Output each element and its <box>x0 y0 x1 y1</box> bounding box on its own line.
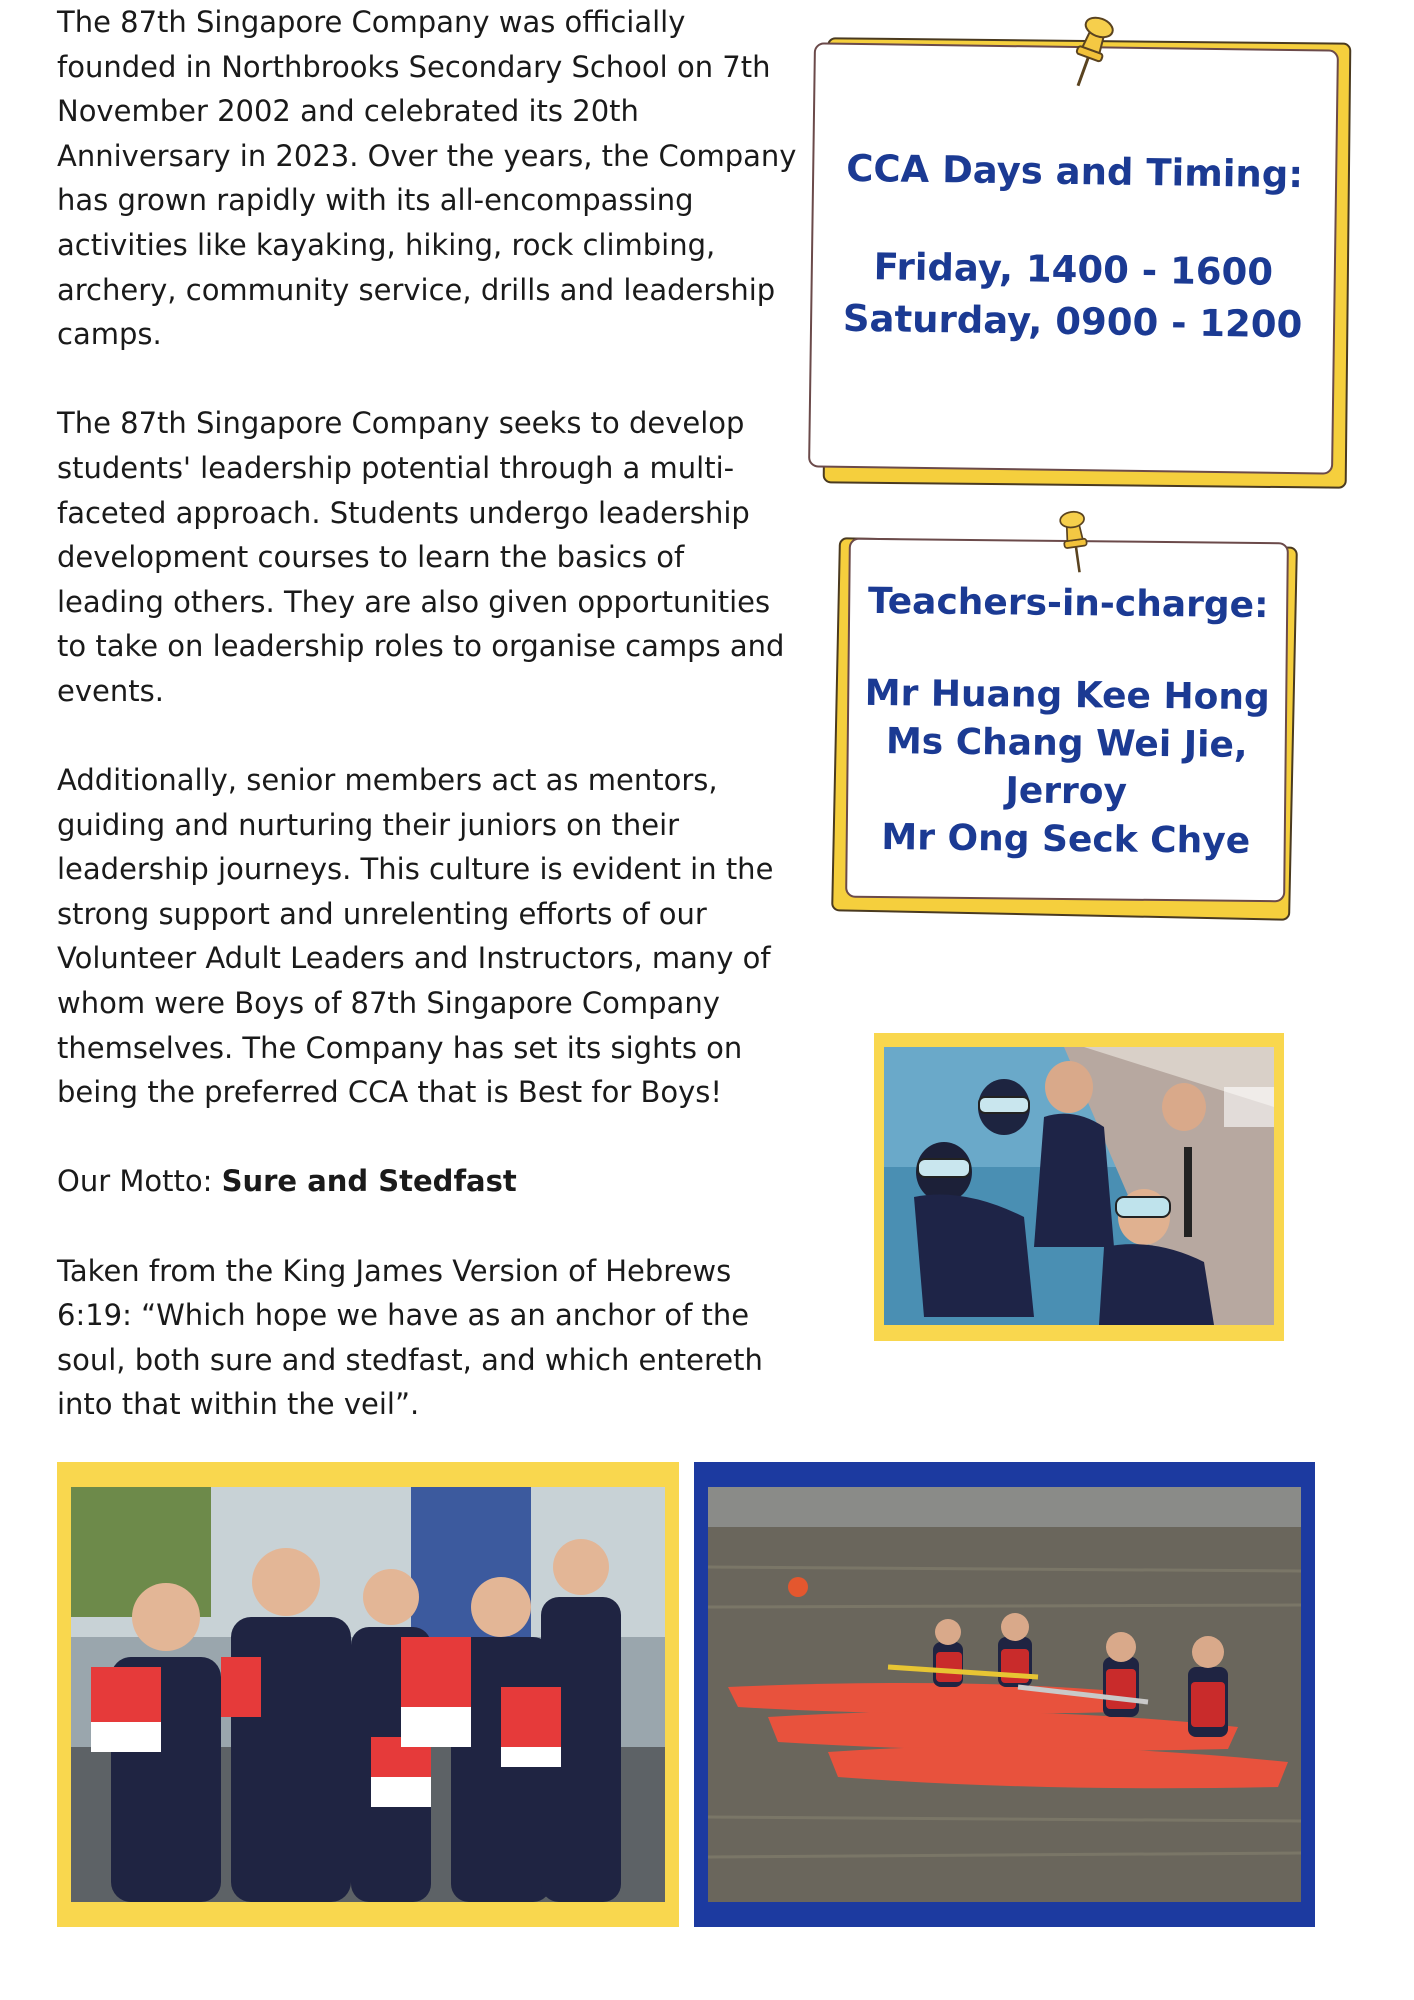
photo-kayaking <box>694 1462 1315 1927</box>
paragraph-leadership: The 87th Singapore Company seeks to develop students' leadership potential through a multi-faceted approach. Students undergo leadership development courses to learn the basics of leading others. They are also given opportunities to take on leadership roles to organise camps and events. <box>57 406 785 708</box>
photo-flag-day <box>57 1462 679 1927</box>
motto-label: Our Motto: <box>57 1164 222 1199</box>
pushpin-icon <box>1056 10 1126 90</box>
teachers-note <box>835 500 1305 920</box>
cca-note-line: Saturday, 0900 - 1200 <box>842 296 1303 347</box>
teacher-name: Mr Huang Kee Hong <box>864 672 1270 719</box>
pushpin-icon <box>1045 505 1105 575</box>
cca-timing-note <box>811 10 1351 490</box>
teacher-name: Mr Ong Seck Chye <box>881 817 1251 862</box>
teacher-name: Jerroy <box>1005 770 1128 813</box>
note-card <box>845 538 1289 903</box>
snorkelling-photo <box>884 1047 1274 1325</box>
motto <box>57 1159 797 1204</box>
paragraph-history: The 87th Singapore Company was officially founded in Northbrooks Secondary School on 7th November 2002 and celebrated its 20th Anniversary in 2023. Over the years, the Company has grown rapidly with its all-encompassing activities like kayaking, hiking, rock climbing, archery, community service, drills and leadership camps. <box>57 5 797 352</box>
paragraph-verse: Taken from the King James Version of Hebrews 6:19: “Which hope we have as an anchor of the soul, both sure and stedfast, and which entereth into that within the veil”. <box>57 1253 763 1422</box>
paragraph-mentors: Additionally, senior members act as mentors, guiding and nurturing their juniors on their leadership journeys. This culture is evident in the strong support and unrelenting efforts of our Volunteer Adult Leaders and Instructors, many of whom were Boys of 87th Singapore Company themselves. The Company has set its sights on being the preferred CCA that is Best for Boys! <box>57 763 774 1110</box>
teachers-note-heading: Teachers-in-charge: <box>867 580 1269 627</box>
note-card <box>808 42 1339 474</box>
body-text <box>57 0 797 1427</box>
teacher-name: Ms Chang Wei Jie, <box>885 721 1248 766</box>
photo-snorkelling <box>874 1033 1284 1341</box>
kayaking-photo <box>708 1487 1301 1902</box>
cca-note-heading: CCA Days and Timing: <box>845 146 1304 197</box>
motto-value: Sure and Stedfast <box>221 1164 517 1199</box>
cca-note-line: Friday, 1400 - 1600 <box>873 245 1274 294</box>
flag-day-photo <box>71 1487 665 1902</box>
